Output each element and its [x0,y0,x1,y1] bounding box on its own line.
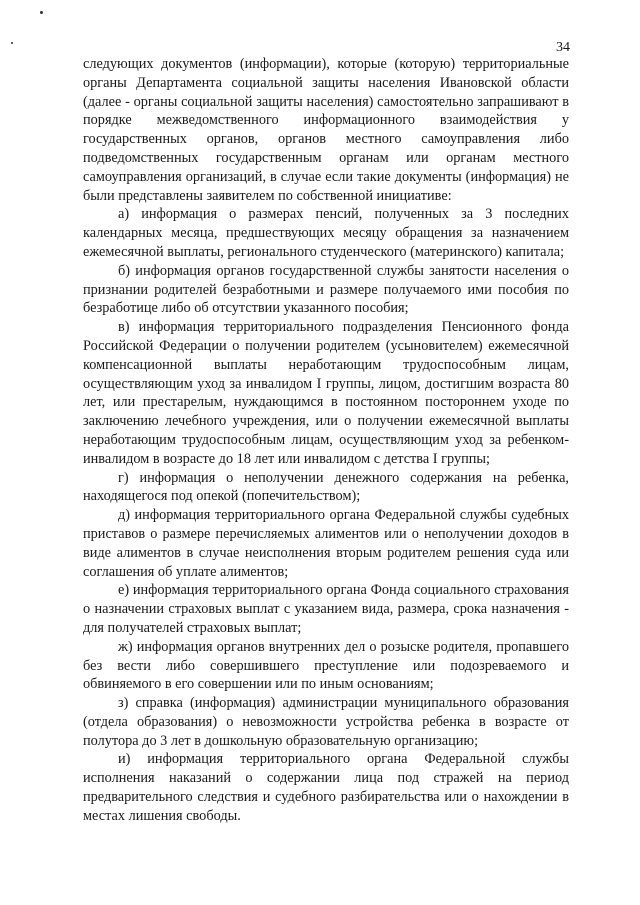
paragraph-item-b: б) информация органов государственной службы занятости населения о признании родителей безработными и размере получаемого ими пособия по безработице либо об отсутствии указанного пособия; [83,262,569,317]
paragraph-item-g: г) информация о неполучении денежного содержания на ребенка, находящегося под опекой (попечительством); [83,469,569,505]
paragraph-item-v: в) информация территориального подразделения Пенсионного фонда Российской Федерации о получении родителем (усыновителем) ежемесячной компенсационной выплаты неработающим трудоспособным лицам, осуществляющим уход за инвалидом I группы, лицом, достигшим возраста 80 лет, или престарелым, нуждающимся в постоянном постороннем уходе по заключению лечебного учреждения, или о получении ежемесячной выплаты неработающим трудоспособным лицам, осуществляющим уход за ребенком-инвалидом в возрасте до 18 лет или инвалидом с детства I группы; [83,319,569,467]
paragraph-item-a: а) информация о размерах пенсий, полученных за 3 последних календарных месяца, предшествующих месяцу обращения за назначением ежемесячной выплаты, регионального студенческого (материнского) капитала; [83,206,569,260]
paragraph-item-d: д) информация территориального органа Федеральной службы судебных приставов о размере перечисляемых алиментов или о неполучении доходов в виде алиментов в случае неисполнения вторым родителем решения суда или соглашения об уплате алиментов; [83,507,569,580]
page-number: 34 [556,40,570,55]
scan-speck [11,42,13,44]
paragraph-intro: следующих документов (информации), которые (которую) территориальные органы Департамента социальной защиты населения Ивановской области (далее - органы социальной защиты населения) самостоятельно запрашивают в порядке межведомственного информационного взаимодействия у государственных органов, органов местного самоуправления либо подведомственных государственным органам или органам местного самоуправления организаций, в случае если такие документы (информация) не были представлены заявителем по собственной инициативе: [83,56,569,204]
paragraph-item-zh: ж) информация органов внутренних дел о розыске родителя, пропавшего без вести либо совершившего преступление или подозреваемого и обвиняемого в его совершении или по иным основаниям; [83,638,569,693]
paragraph-item-e: е) информация территориального органа Фонда социального страхования о назначении страховых выплат с указанием вида, размера, срока назначения - для получателей страховых выплат; [83,582,569,636]
scan-speck [40,11,43,14]
paragraph-item-z: з) справка (информация) администрации муниципального образования (отдела образования) о невозможности устройства ребенка в возрасте от полутора до 3 лет в дошкольную образовательную организацию; [83,695,569,749]
document-body [83,55,569,826]
paragraph-item-i: и) информация территориального органа Федеральной службы исполнения наказаний о содержании лица под стражей на период предварительного следствия и судебного разбирательства или о нахождении в местах лишения свободы. [83,751,569,824]
